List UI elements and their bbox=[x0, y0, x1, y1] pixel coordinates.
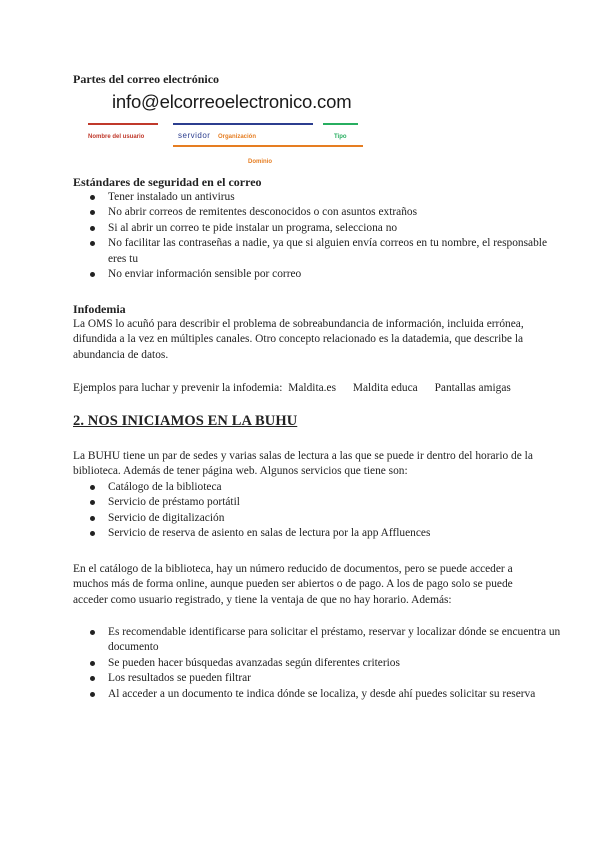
list-item: Catálogo de la biblioteca bbox=[108, 480, 568, 495]
server-label: servidor bbox=[178, 131, 211, 140]
list-item: Es recomendable identificarse para solicitar el préstamo, reservar y localizar dónde se encuentra un documento bbox=[108, 625, 568, 656]
list-item: Al acceder a un documento te indica dónde se localiza, y desde ahí puedes solicitar su reserva bbox=[108, 687, 568, 702]
example-maldita-educa: Maldita educa bbox=[352, 382, 418, 394]
list-item: Si al abrir un correo te pide instalar un programa, selecciona no bbox=[108, 221, 568, 236]
list-item: Servicio de digitalización bbox=[108, 511, 568, 526]
catalog-list bbox=[73, 625, 568, 702]
infodemia-examples bbox=[73, 381, 511, 396]
type-underline bbox=[323, 123, 358, 125]
email-parts-diagram bbox=[88, 91, 363, 166]
buhu-heading: 2. NOS INICIAMOS EN LA BUHU bbox=[73, 413, 298, 429]
list-item: Servicio de préstamo portátil bbox=[108, 495, 568, 510]
list-item: No facilitar las contraseñas a nadie, ya que si alguien envía correos en tu nombre, el responsable eres tu bbox=[108, 236, 568, 267]
examples-label: Ejemplos para luchar y prevenir la infodemia: bbox=[73, 382, 283, 394]
email-address-example: info@elcorreoelectronico.com bbox=[112, 91, 352, 112]
type-label: Tipo bbox=[334, 134, 347, 140]
buhu-intro: La BUHU tiene un par de sedes y varias salas de lectura a las que se puede ir dentro del horario de la biblioteca. Además de tener página web. Algunos servicios que tiene son: bbox=[73, 450, 533, 478]
list-item: Tener instalado un antivirus bbox=[108, 190, 568, 205]
list-item: Los resultados se pueden filtrar bbox=[108, 671, 568, 686]
security-list bbox=[73, 190, 568, 282]
list-item: No enviar información sensible por correo bbox=[108, 267, 568, 282]
domain-label: Dominio bbox=[248, 159, 272, 165]
example-pantallas-amigas: Pantallas amigas bbox=[434, 382, 511, 394]
user-underline bbox=[88, 123, 158, 125]
infodemia-heading: Infodemia bbox=[73, 302, 126, 316]
list-item: Se pueden hacer búsquedas avanzadas según diferentes criterios bbox=[108, 656, 568, 671]
buhu-services-list bbox=[73, 480, 568, 542]
email-parts-heading: Partes del correo electrónico bbox=[73, 72, 220, 86]
user-label: Nombre del usuario bbox=[88, 134, 145, 140]
example-maldita-es: Maldita.es bbox=[288, 382, 337, 394]
organization-label: Organización bbox=[218, 134, 257, 140]
server-underline bbox=[173, 123, 313, 125]
list-item: No abrir correos de remitentes desconocidos o con asuntos extraños bbox=[108, 205, 568, 220]
infodemia-paragraph: La OMS lo acuñó para describir el problema de sobreabundancia de información, incluida errónea, difundida a la vez en múltiples canales. Otro concepto relacionado es la datademia, que describe la abundancia de datos. bbox=[73, 318, 524, 361]
list-item: Servicio de reserva de asiento en salas de lectura por la app Affluences bbox=[108, 526, 568, 541]
catalog-paragraph: En el catálogo de la biblioteca, hay un número reducido de documentos, pero se puede acceder a muchos más de forma online, aunque pueden ser abiertos o de pago. A los de pago solo se puede acceder como usuario registrado, y tiene la ventaja de que no hay horario. Además: bbox=[73, 563, 513, 606]
security-heading: Estándares de seguridad en el correo bbox=[73, 175, 262, 189]
